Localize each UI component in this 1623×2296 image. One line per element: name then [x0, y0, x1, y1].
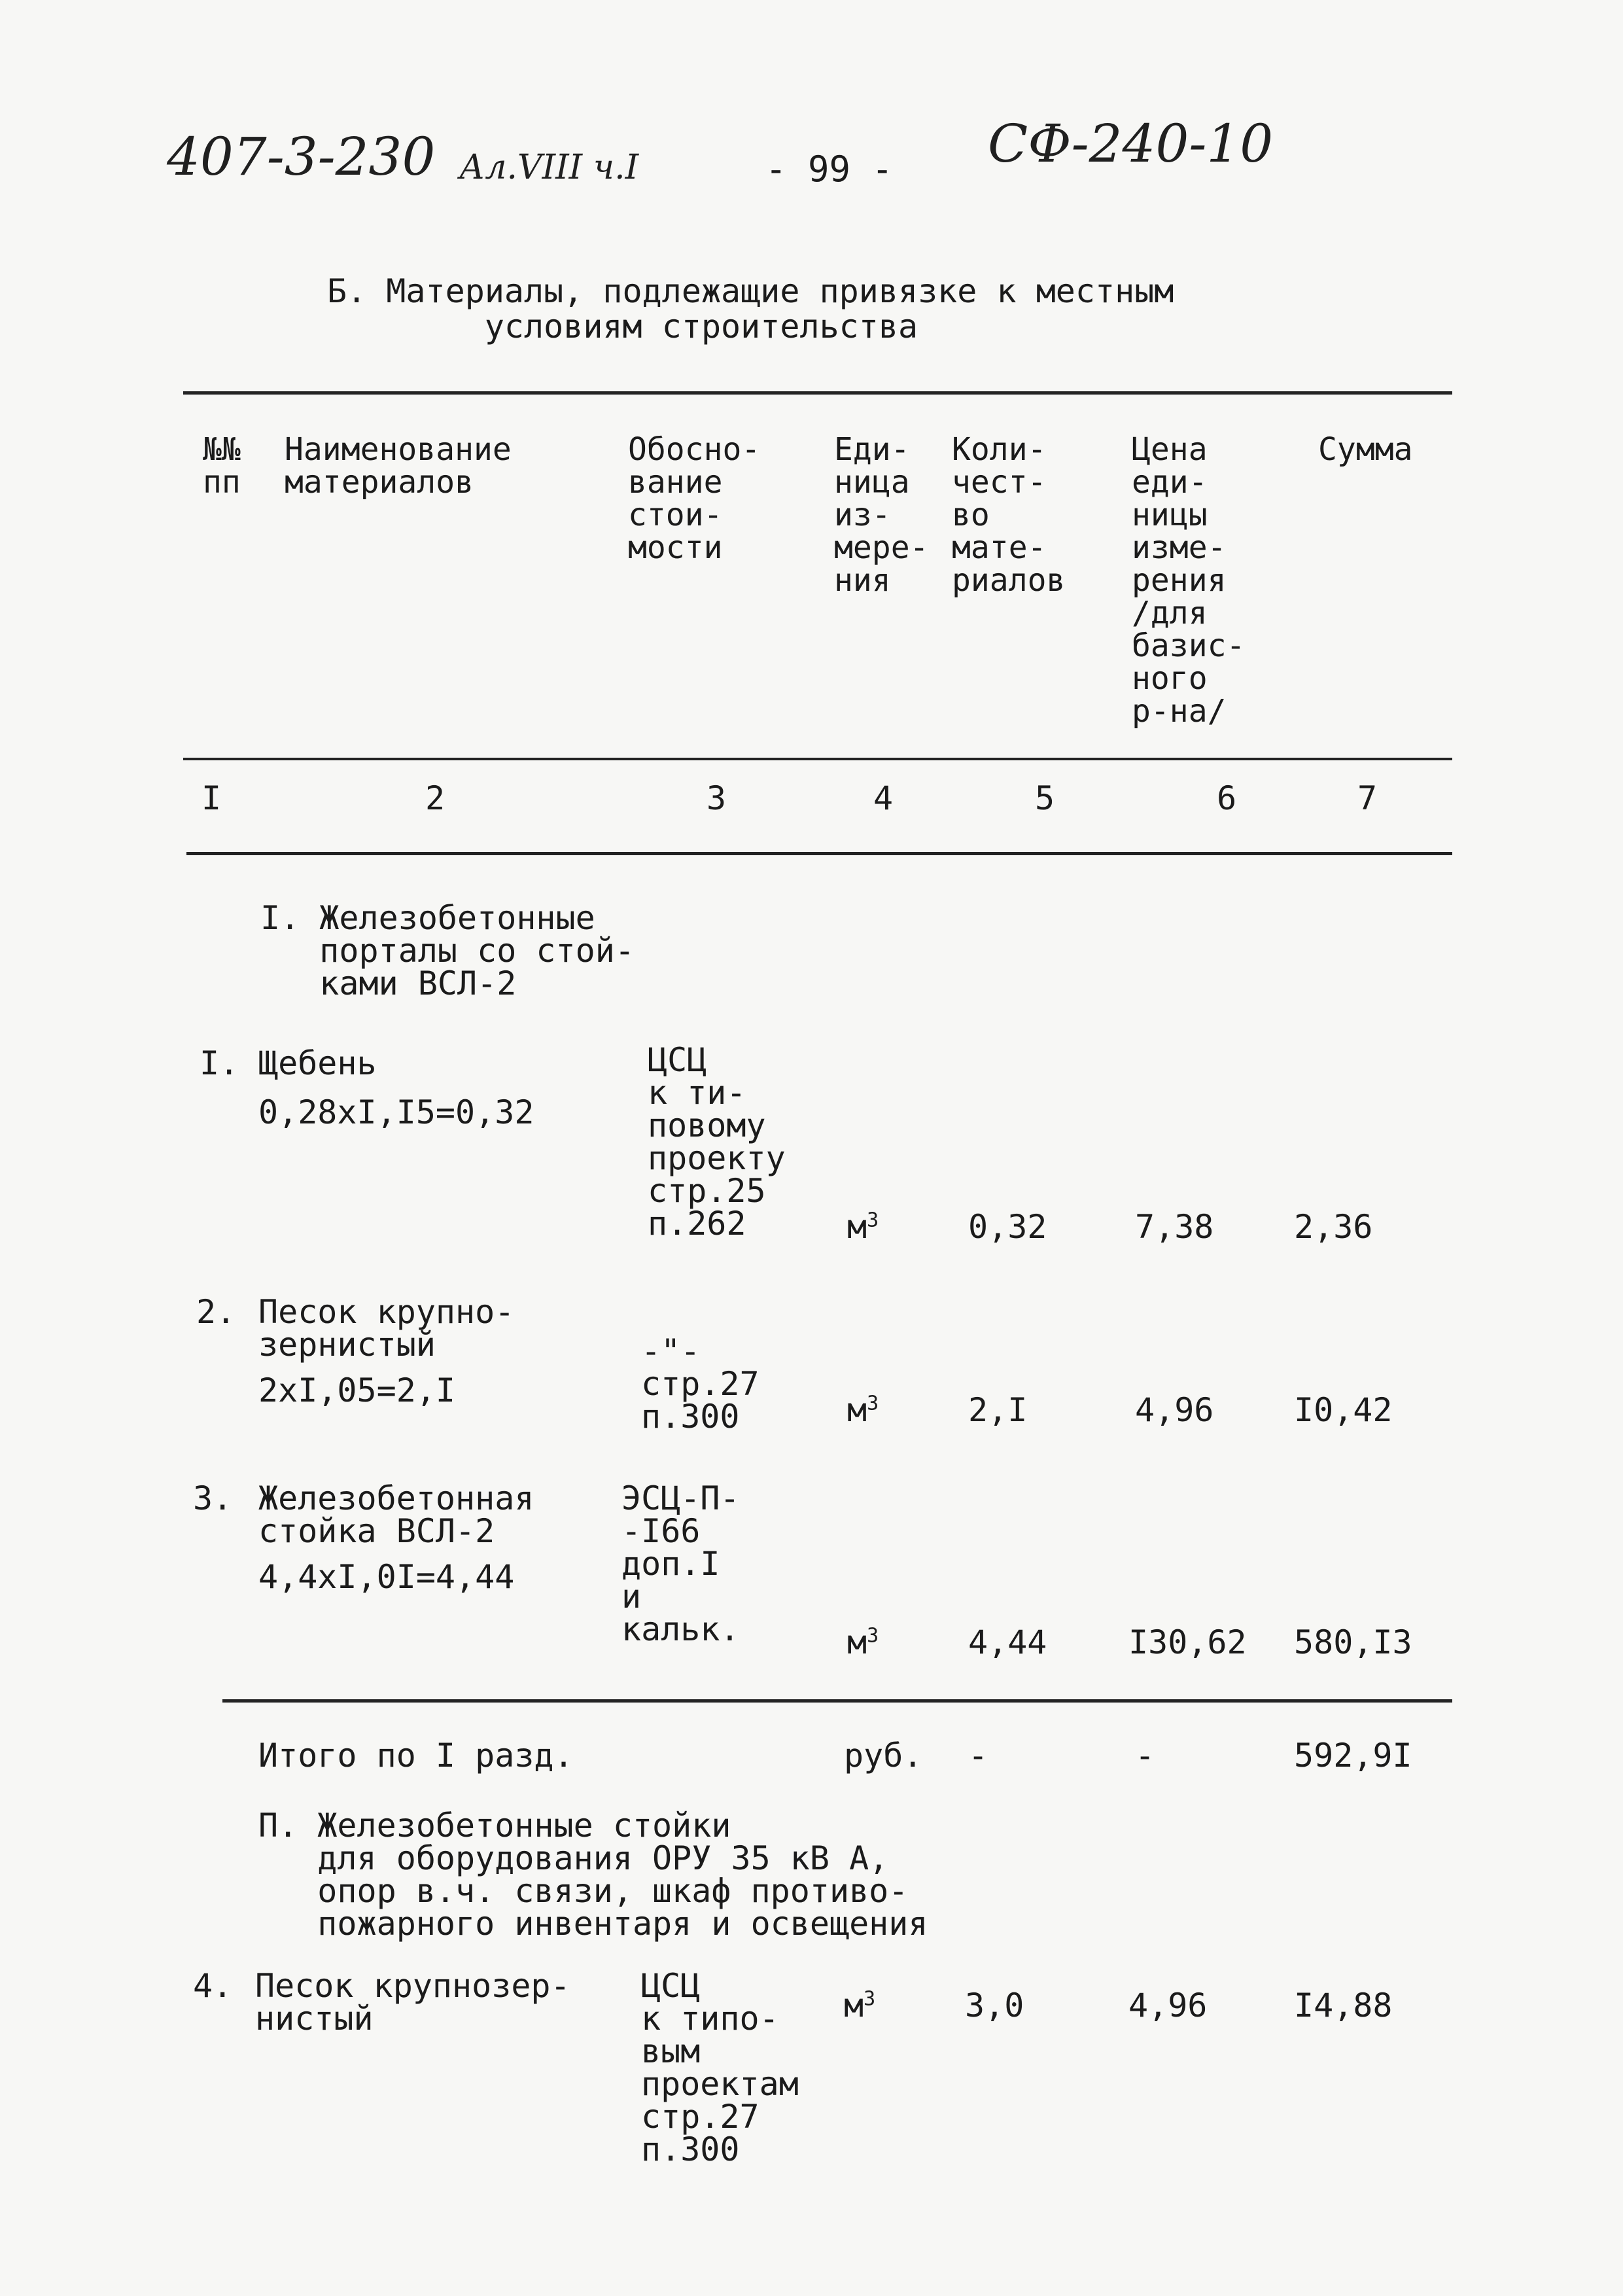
row-2-basis: -"- стр.27 п.300	[641, 1332, 759, 1436]
col-number-7: 7	[1357, 779, 1378, 817]
col-header-unit: Еди- ница из- мере- ния	[834, 431, 929, 599]
row-3-name: Железобетонная стойка ВСЛ-2	[258, 1479, 534, 1550]
total-label: Итого по I разд.	[258, 1737, 574, 1775]
row-2-sum: I0,42	[1294, 1391, 1393, 1429]
row-1-price: 7,38	[1135, 1208, 1214, 1246]
section-1-heading: I. Железобетонные порталы со стой- ками ВСЛ-2	[260, 899, 635, 1002]
col-number-1: I	[201, 779, 222, 817]
row-3-basis: ЭСЦ-П- -I66 доп.I и кальк.	[621, 1479, 740, 1648]
table-top-rule	[183, 391, 1452, 395]
row-4-unit: $м^3$	[844, 1987, 876, 2024]
col-header-name: Наименование материалов	[285, 431, 512, 501]
row-1-name: Щебень	[258, 1044, 377, 1082]
row-3-number: 3.	[193, 1479, 233, 1517]
page-number: - 99 -	[765, 149, 894, 190]
row-2-quantity: 2,I	[968, 1391, 1028, 1429]
row-3-unit: $м^3$	[847, 1623, 879, 1661]
row-1-basis: ЦСЦ к ти- повому проекту стр.25 п.262	[648, 1041, 786, 1243]
col-number-5: 5	[1035, 779, 1055, 817]
row-4-number: 4.	[193, 1967, 233, 2005]
subtotal-rule	[222, 1699, 1452, 1703]
row-4-sum: I4,88	[1294, 1987, 1393, 2024]
col-number-6: 6	[1217, 779, 1237, 817]
row-3-calc: 4,4хI,0I=4,44	[258, 1558, 515, 1596]
row-4-name: Песок крупнозер- нистый	[255, 1967, 570, 2038]
col-number-4: 4	[873, 779, 894, 817]
row-2-price: 4,96	[1135, 1391, 1214, 1429]
col-header-basis: Обосно- вание стои- мости	[628, 431, 761, 566]
col-header-price: Цена еди- ницы изме- рения /для базис- ного р-на/	[1132, 431, 1246, 730]
col-header-number: №№ пп	[203, 431, 241, 501]
row-1-calc: 0,28хI,I5=0,32	[258, 1093, 534, 1131]
total-unit: руб.	[844, 1737, 923, 1775]
total-sum: 592,9I	[1294, 1737, 1412, 1775]
page-title: Б. Материалы, подлежащие привязке к местным условиям строительства	[327, 272, 1174, 345]
row-4-quantity: 3,0	[965, 1987, 1024, 2024]
section-2-heading: П. Железобетонные стойки для оборудования ОРУ 35 кВ А, опор в.ч. связи, шкаф противо- пожарного инвентаря и освещения	[258, 1807, 928, 1943]
album-reference: Ал.VIII ч.I	[459, 148, 639, 187]
row-4-basis: ЦСЦ к типо- вым проектам стр.27 п.300	[641, 1967, 799, 2168]
col-header-quantity: Коли- чест- во мате- риалов	[952, 431, 1066, 599]
row-3-quantity: 4,44	[968, 1623, 1047, 1661]
row-2-number: 2.	[196, 1293, 236, 1331]
col-header-sum: Сумма	[1318, 431, 1413, 468]
col-number-2: 2	[425, 779, 445, 817]
row-2-name: Песок крупно- зернистый	[258, 1293, 515, 1364]
row-1-number: I.	[200, 1044, 239, 1082]
document-code-right: СФ-240-10	[988, 113, 1274, 174]
column-numbers-rule	[186, 852, 1452, 855]
row-1-unit: $м^3$	[847, 1208, 879, 1246]
document-code-left: 407-3-230	[167, 126, 436, 187]
header-bottom-rule	[183, 758, 1452, 760]
row-1-sum: 2,36	[1294, 1208, 1373, 1246]
row-4-price: 4,96	[1128, 1987, 1208, 2024]
row-1-quantity: 0,32	[968, 1208, 1047, 1246]
row-2-calc: 2хI,05=2,I	[258, 1371, 456, 1409]
row-3-sum: 580,I3	[1294, 1623, 1412, 1661]
row-2-unit: $м^3$	[847, 1391, 879, 1429]
total-quantity: -	[968, 1737, 988, 1775]
col-number-3: 3	[707, 779, 727, 817]
row-3-price: I30,62	[1128, 1623, 1247, 1661]
total-price: -	[1135, 1737, 1155, 1775]
